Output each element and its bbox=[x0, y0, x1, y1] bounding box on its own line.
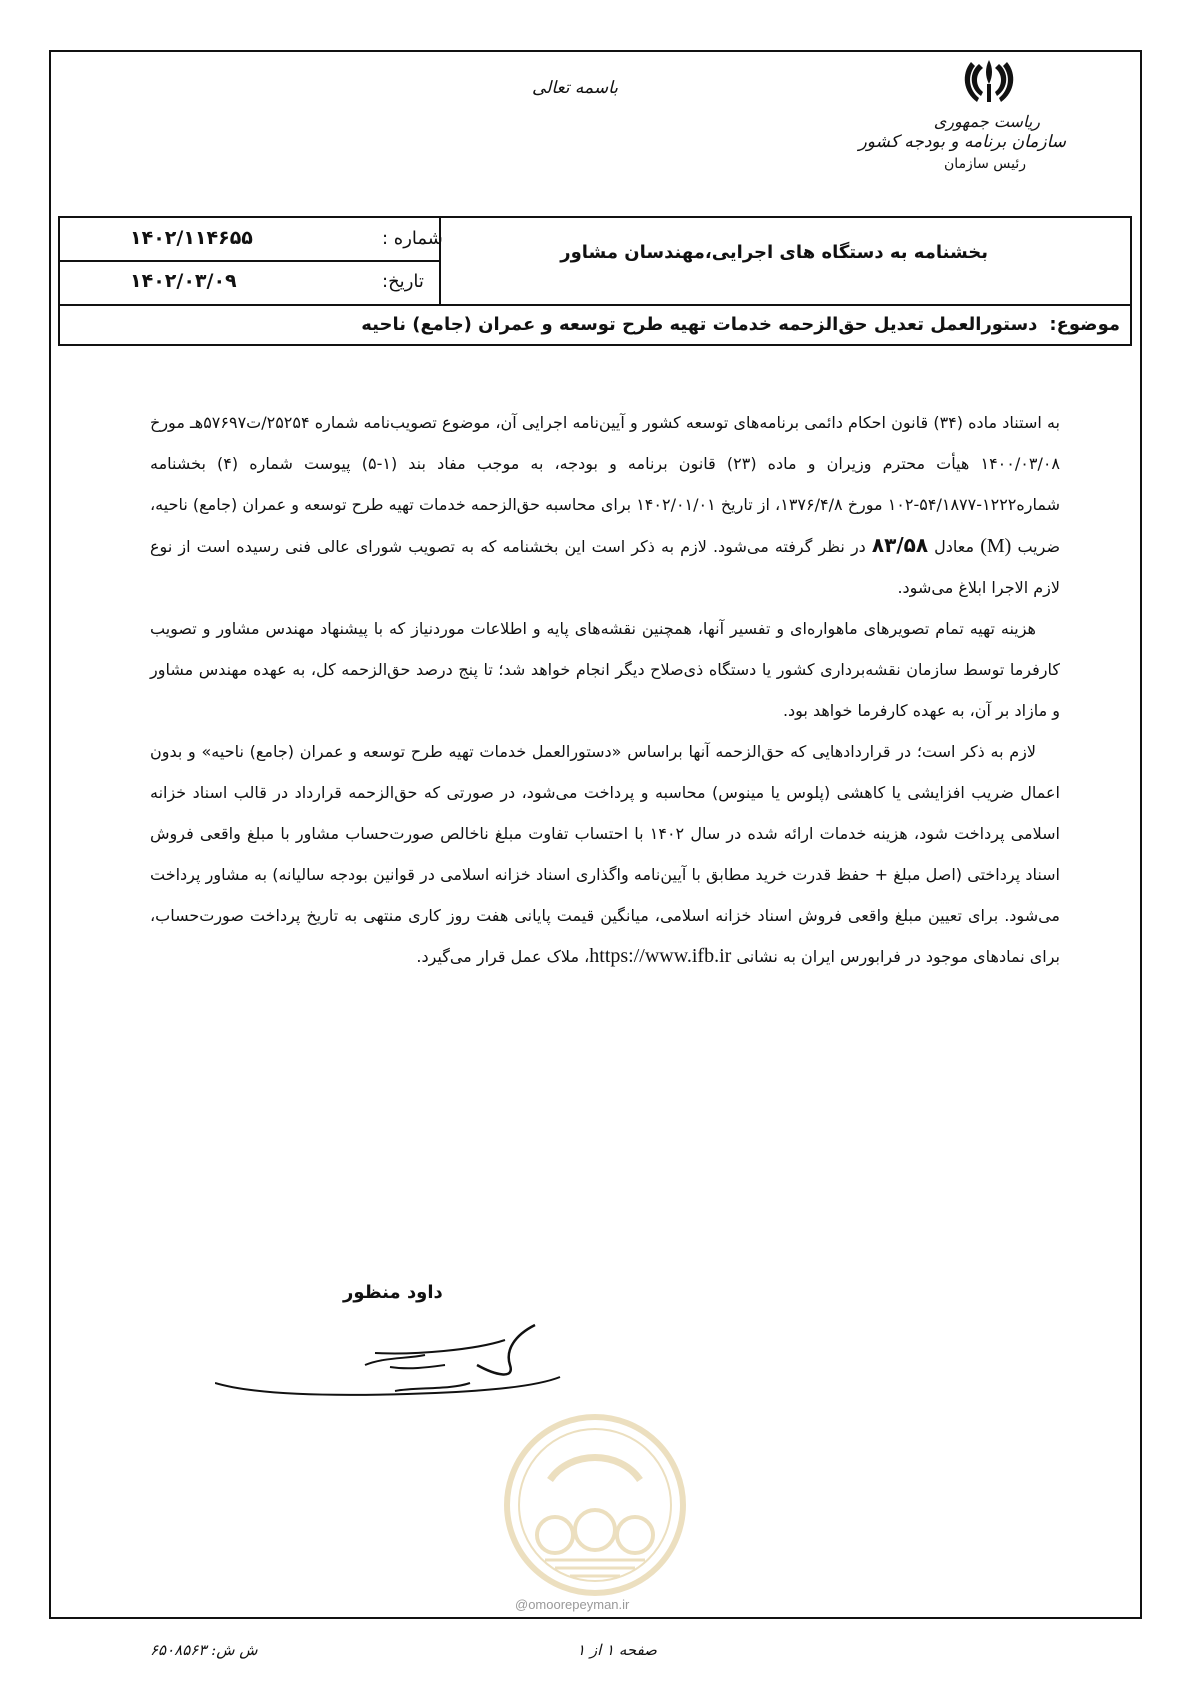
number-label: شماره : bbox=[382, 228, 443, 249]
page-number: صفحه ۱ از ۱ bbox=[577, 1641, 657, 1659]
basmala: باسمه تعالی bbox=[532, 78, 618, 98]
subject-text: دستورالعمل تعدیل حق‌الزحمه خدمات تهیه طرح توسعه و عمران (جامع) ناحیه bbox=[361, 314, 1038, 335]
letter-body bbox=[150, 402, 1060, 977]
info-box bbox=[58, 216, 1132, 346]
paragraph-1-text: به استناد ماده (۳۴) قانون احکام دائمی برنامه‌های توسعه کشور و آیین‌نامه اجرایی آن، موضوع تصویب‌نامه شماره ۲۵۲۵۴/ت۵۷۶۹۷هـ مورخ ۱۴۰۰/۰۳/۰۸ هیأت محترم وزیران و ماده (۲۳) قانون برنامه و بودجه، به موجب مفاد بند (۱-۵) پیوست شماره (۴) بخشنامه شماره۱۲۲۲-۵۴/۱۸۷۷-۱۰۲ مورخ ۱۳۷۶/۴/۸، از تاریخ ۱۴۰۲/۰۱/۰۱ برای محاسبه حق‌الزحمه خدمات تهیه طرح توسعه و عمران (جامع) ناحیه، ضریب bbox=[150, 413, 1061, 556]
paragraph-2: هزینه تهیه تمام تصویرهای ماهواره‌ای و تفسیر آنها، همچنین نقشه‌های پایه و اطلاعات موردنیاز که با پیشنهاد مهندس مشاور و تصویب کارفرما توسط سازمان نقشه‌برداری کشور یا دستگاه ذی‌صلاح دیگر انجام خواهد شد؛ تا پنج درصد حق‌الزحمه کل، به عهده مهندس مشاور و مازاد بر آن، به عهده کارفرما خواهد بود. bbox=[150, 619, 1060, 720]
paragraph-1-text: در نظر گرفته می‌شود. لازم به ذکر است این بخشنامه که به تصویب شورای عالی فنی رسیده است از نوع لازم الاجرا ابلاغ می‌شود. bbox=[150, 537, 1060, 597]
iran-emblem-icon bbox=[961, 56, 1017, 106]
watermark-site: @omoorepeyman.ir bbox=[515, 1597, 630, 1612]
footer-reference: ش ش: ۶۵۰۸۵۶۳ bbox=[150, 1641, 258, 1659]
divider bbox=[60, 260, 441, 262]
divider bbox=[60, 304, 1130, 306]
org-presidency: ریاست جمهوری bbox=[933, 112, 1040, 131]
signer-name: داود منظور bbox=[343, 1282, 443, 1303]
date-label: تاریخ: bbox=[382, 271, 424, 292]
org-name: سازمان برنامه و بودجه کشور bbox=[858, 132, 1066, 152]
signature-icon bbox=[215, 1295, 575, 1425]
paragraph-3-text: ، ملاک عمل قرار می‌گیرد. bbox=[416, 947, 590, 966]
number-value: ۱۴۰۲/۱۱۴۶۵۵ bbox=[130, 227, 253, 249]
subject-label: موضوع: bbox=[1049, 314, 1120, 335]
org-block bbox=[859, 112, 1066, 174]
date-value: ۱۴۰۲/۰۳/۰۹ bbox=[130, 270, 237, 292]
ifb-link[interactable]: https://www.ifb.ir bbox=[589, 945, 732, 967]
watermark-seal-icon bbox=[500, 1410, 690, 1600]
circular-recipients: بخشنامه به دستگاه های اجرایی،مهندسان مشاور bbox=[560, 242, 988, 263]
coefficient-value: ۸۳/۵۸ bbox=[871, 533, 929, 557]
subject-line bbox=[361, 314, 1120, 335]
org-head: رئیس سازمان bbox=[944, 156, 1026, 172]
paragraph-1-text: معادل bbox=[934, 537, 975, 556]
coefficient-symbol: (M) bbox=[980, 535, 1012, 557]
paragraph-1 bbox=[150, 402, 1060, 608]
paragraph-3-text: لازم به ذکر است؛ در قراردادهایی که حق‌الزحمه آنها براساس «دستورالعمل خدمات تهیه طرح توسعه و عمران (جامع) ناحیه» و بدون اعمال ضریب افزایشی یا کاهشی (پلوس یا مینوس) محاسبه و پرداخت می‌شود، در صورتی که حق‌الزحمه قرارداد در قالب اسناد خزانه اسلامی پرداخت شود، هزینه خدمات ارائه شده در سال ۱۴۰۲ با احتساب تفاوت مبلغ ناخالص صورت‌حساب مشاور با مبلغ واقعی فروش اسناد پرداختی (اصل مبلغ + حفظ قدرت خرید مطابق با آیین‌نامه واگذاری اسناد خزانه اسلامی در قوانین بودجه سالیانه) به مشاور پرداخت می‌شود. برای تعیین مبلغ واقعی فروش اسناد خزانه اسلامی، میانگین قیمت پایانی هفت روز کاری منتهی به تاریخ پرداخت صورت‌حساب، برای نمادهای موجود در فرابورس ایران به نشانی bbox=[150, 742, 1061, 966]
paragraph-3 bbox=[150, 731, 1060, 977]
